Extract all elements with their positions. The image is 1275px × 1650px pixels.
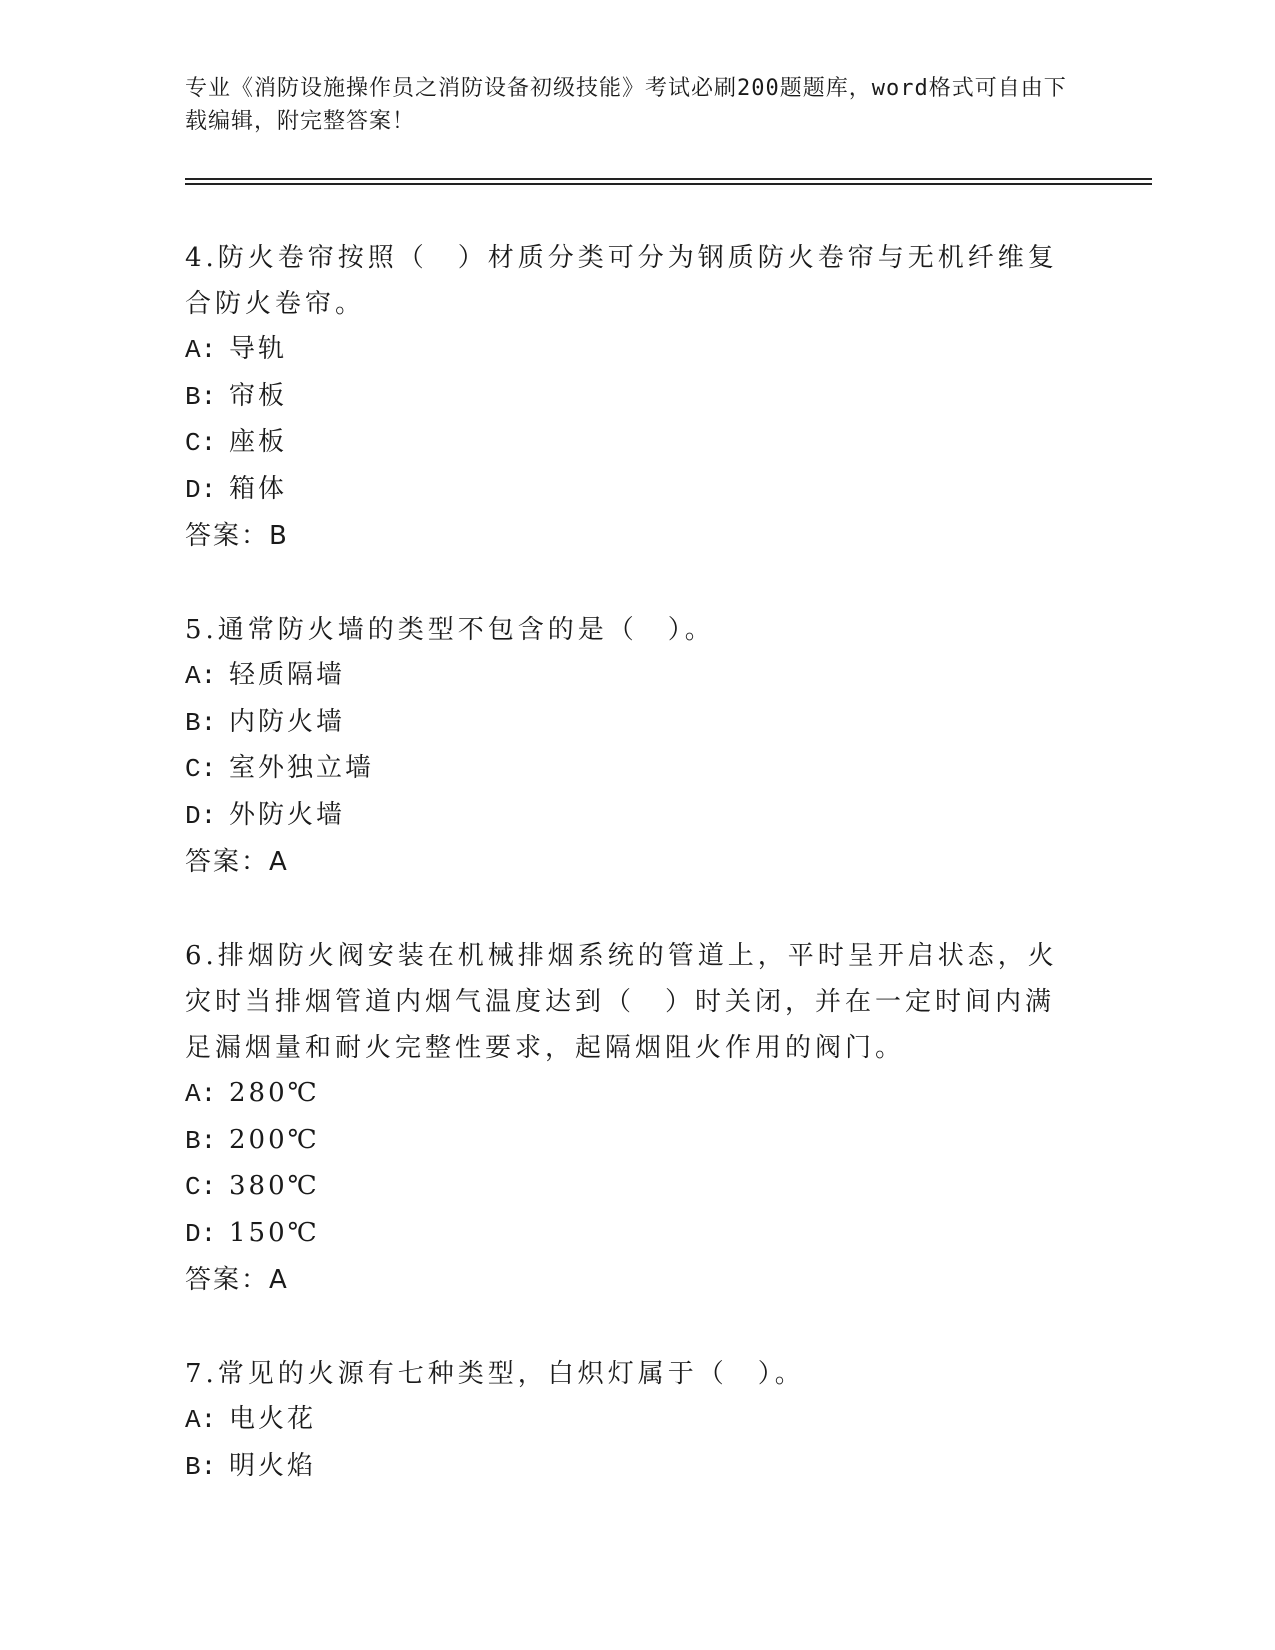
question-5 [185, 607, 1075, 885]
option-a [185, 327, 1075, 374]
option-b [185, 1118, 1075, 1165]
option-d [185, 467, 1075, 514]
document-header: 专业《消防设施操作员之消防设备初级技能》考试必刷200题题库，word格式可自由下载编辑，附完整答案！ [185, 76, 1067, 134]
option-d [185, 1211, 1075, 1258]
option-letter: C: [185, 754, 217, 784]
option-text: 电火花 [229, 1404, 317, 1434]
option-a [185, 1397, 1075, 1444]
option-a [185, 1071, 1075, 1118]
option-letter: B: [185, 1125, 217, 1156]
option-text: 200℃ [229, 1124, 320, 1155]
option-text: 280℃ [229, 1078, 320, 1108]
option-a [185, 653, 1075, 700]
option-letter: C: [185, 428, 217, 458]
option-text: 轻质隔墙 [229, 660, 346, 690]
option-letter: D: [185, 474, 217, 505]
option-letter: B: [185, 1451, 217, 1482]
option-text: 内防火墙 [229, 706, 346, 737]
option-b [185, 374, 1075, 421]
option-letter: A: [185, 335, 217, 365]
question-stem: 6.排烟防火阀安装在机械排烟系统的管道上，平时呈开启状态，火灾时当排烟管道内烟气温度达到（ ）时关闭，并在一定时间内满足漏烟量和耐火完整性要求，起隔烟阻火作用的阀门。 [185, 941, 1058, 1063]
option-text: 380℃ [229, 1171, 320, 1201]
question-7 [185, 1351, 1075, 1490]
option-text: 导轨 [229, 334, 288, 364]
question-6 [185, 933, 1075, 1303]
option-b [185, 700, 1075, 747]
answer-line: 答案：A [185, 1265, 289, 1295]
question-list [185, 235, 1075, 1538]
option-text: 150℃ [229, 1217, 320, 1248]
option-text: 室外独立墙 [229, 753, 375, 783]
header-divider-bottom [185, 183, 1152, 185]
option-c [185, 420, 1075, 467]
option-c [185, 746, 1075, 793]
option-text: 座板 [229, 427, 288, 457]
answer-line: 答案：A [185, 847, 289, 877]
option-letter: D: [185, 1218, 217, 1249]
option-letter: B: [185, 381, 217, 412]
question-stem: 7.常见的火源有七种类型，白炽灯属于（ ）。 [185, 1359, 805, 1389]
option-letter: A: [185, 1079, 217, 1109]
question-stem: 5.通常防火墙的类型不包含的是（ ）。 [185, 615, 715, 645]
option-b [185, 1444, 1075, 1491]
option-letter: A: [185, 1405, 217, 1435]
option-d [185, 793, 1075, 840]
question-stem: 4.防火卷帘按照（ ）材质分类可分为钢质防火卷帘与无机纤维复合防火卷帘。 [185, 243, 1058, 319]
option-text: 外防火墙 [229, 799, 346, 830]
header-divider-top [185, 178, 1152, 180]
option-letter: D: [185, 800, 217, 831]
option-text: 箱体 [229, 473, 288, 504]
option-letter: A: [185, 661, 217, 691]
option-letter: C: [185, 1172, 217, 1202]
option-text: 明火焰 [229, 1450, 317, 1481]
option-text: 帘板 [229, 380, 288, 411]
question-4 [185, 235, 1075, 559]
option-c [185, 1164, 1075, 1211]
option-letter: B: [185, 707, 217, 738]
answer-line: 答案：B [185, 521, 289, 551]
